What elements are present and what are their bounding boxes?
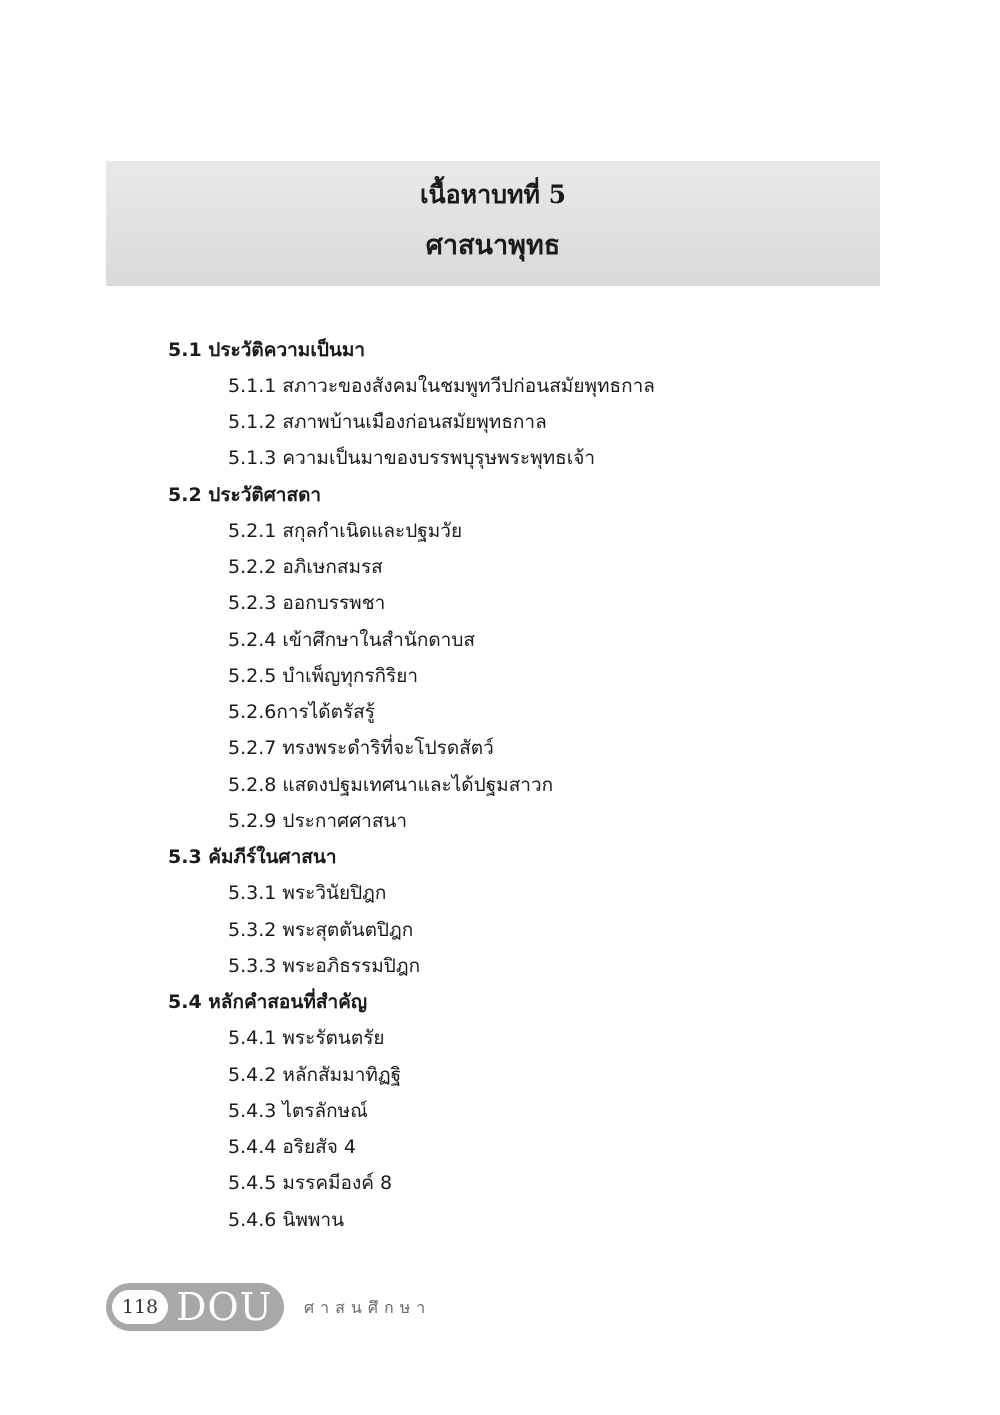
dou-logo: DOU bbox=[176, 1285, 273, 1329]
section-heading-5-3: 5.3 คัมภีร์ในศาสนา bbox=[168, 846, 337, 868]
toc-item-5-2-6: 5.2.6การได้ตรัสรู้ bbox=[228, 701, 375, 723]
toc-item-5-4-6: 5.4.6 นิพพาน bbox=[228, 1209, 345, 1231]
section-heading-5-1: 5.1 ประวัติความเป็นมา bbox=[168, 339, 366, 361]
toc-item-5-3-1: 5.3.1 พระวินัยปิฎก bbox=[228, 882, 387, 904]
section-heading-5-2: 5.2 ประวัติศาสดา bbox=[168, 484, 322, 506]
toc-item-5-4-5: 5.4.5 มรรคมีองค์ 8 bbox=[228, 1172, 393, 1194]
toc-item-5-2-3: 5.2.3 ออกบรรพชา bbox=[228, 592, 386, 614]
footer-badge bbox=[106, 1283, 284, 1331]
toc-item-5-1-1: 5.1.1 สภาวะของสังคมในชมพูทวีปก่อนสมัยพุทธกาล bbox=[228, 375, 655, 397]
chapter-header-band bbox=[106, 161, 880, 286]
toc-item-5-3-2: 5.3.2 พระสุตตันตปิฎก bbox=[228, 919, 414, 941]
chapter-title: ศาสนาพุทธ bbox=[425, 230, 561, 261]
toc-item-5-1-3: 5.1.3 ความเป็นมาของบรรพบุรุษพระพุทธเจ้า bbox=[228, 447, 596, 469]
toc-item-5-2-7: 5.2.7 ทรงพระดำริที่จะโปรดสัตว์ bbox=[228, 737, 494, 759]
toc-item-5-1-2: 5.1.2 สภาพบ้านเมืองก่อนสมัยพุทธกาล bbox=[228, 411, 547, 433]
page-number: 118 bbox=[112, 1290, 168, 1324]
toc-item-5-4-2: 5.4.2 หลักสัมมาทิฏฐิ bbox=[228, 1064, 402, 1086]
toc-item-5-4-3: 5.4.3 ไตรลักษณ์ bbox=[228, 1100, 368, 1122]
chapter-number: เนื้อหาบทที่ 5 bbox=[419, 180, 567, 209]
toc-item-5-2-9: 5.2.9 ประกาศศาสนา bbox=[228, 810, 408, 832]
toc-item-5-2-5: 5.2.5 บำเพ็ญทุกรกิริยา bbox=[228, 665, 419, 687]
course-name: ศาสนศึกษา bbox=[304, 1298, 432, 1317]
toc-item-5-2-8: 5.2.8 แสดงปฐมเทศนาและได้ปฐมสาวก bbox=[228, 774, 554, 796]
toc-item-5-3-3: 5.3.3 พระอภิธรรมปิฎก bbox=[228, 955, 421, 977]
toc-item-5-2-1: 5.2.1 สกุลกำเนิดและปฐมวัย bbox=[228, 520, 463, 542]
section-heading-5-4: 5.4 หลักคำสอนที่สำคัญ bbox=[168, 991, 368, 1013]
toc-item-5-4-4: 5.4.4 อริยสัจ 4 bbox=[228, 1136, 356, 1158]
toc-item-5-4-1: 5.4.1 พระรัตนตรัย bbox=[228, 1027, 385, 1049]
toc-item-5-2-4: 5.2.4 เข้าศึกษาในสำนักดาบส bbox=[228, 629, 475, 651]
toc-item-5-2-2: 5.2.2 อภิเษกสมรส bbox=[228, 556, 383, 578]
